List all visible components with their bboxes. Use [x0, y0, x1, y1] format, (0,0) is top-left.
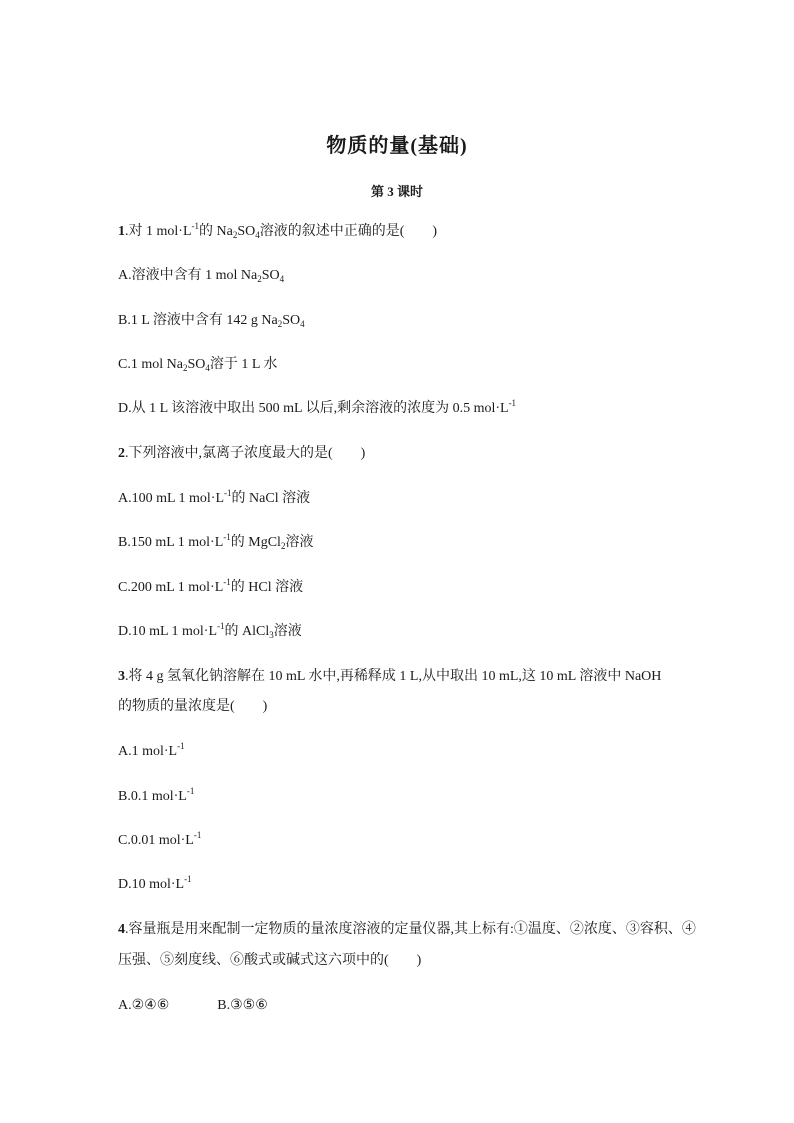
question-number: 3	[118, 669, 125, 684]
question-3-option-b: B.0.1 $mol\cdot L^{-1}$	[118, 786, 195, 804]
question-4-stem-line-2: 压强、⑤刻度线、⑥酸式或碱式这六项中的( )	[118, 953, 422, 968]
question-2-option-d: D.10 mL 1 $mol\cdot L^{-1}$的 AlCl$_3$溶液	[118, 621, 302, 640]
question-1-option-c: C.1 mol $Na_2SO_4$溶于 1 L 水	[118, 357, 278, 373]
question-2-option-a: A.100 mL 1 $mol\cdot L^{-1}$的 NaCl 溶液	[118, 488, 311, 506]
question-4-options	[118, 996, 268, 1016]
question-number: 1	[118, 224, 125, 239]
question-3-option-a: A.1 $mol\cdot L^{-1}$	[118, 741, 185, 759]
question-1-stem: 1.对 1 $mol\cdot L^{-1}$的 $Na_2SO_4$溶液的叙述中正确的是( )	[118, 221, 438, 240]
lesson-subtitle: 第 3 课时	[370, 184, 423, 199]
question-4-stem-line-1: 4.容量瓶是用来配制一定物质的量浓度溶液的定量仪器,其上标有:①温度、②浓度、③容积、④	[118, 922, 696, 937]
question-4-option-a: A.②④⑥	[118, 998, 170, 1013]
question-3-option-d: D.10 $mol\cdot L^{-1}$	[118, 874, 192, 892]
page-title: 物质的量(基础)	[326, 135, 468, 157]
question-2-option-c: C.200 mL 1 $mol\cdot L^{-1}$的 HCl 溶液	[118, 577, 304, 595]
question-3-option-c: C.0.01 $mol\cdot L^{-1}$	[118, 830, 202, 848]
question-3-stem-line-1: 3.将 4 g 氢氧化钠溶解在 10 mL 水中,再稀释成 1 L,从中取出 10 mL,这 10 mL 溶液中 NaOH	[118, 669, 662, 684]
question-number: 4	[118, 922, 125, 937]
question-1-option-b: B.1 L 溶液中含有 142 g $Na_2SO_4$	[118, 313, 305, 329]
question-2-stem: 2.下列溶液中,氯离子浓度最大的是( )	[118, 446, 366, 461]
question-4-option-b: B.③⑤⑥	[217, 998, 268, 1013]
question-2-option-b: B.150 mL 1 $mol\cdot L^{-1}$的 MgCl$_2$溶液	[118, 532, 314, 551]
question-1-option-d: D.从 1 L 该溶液中取出 500 mL 以后,剩余溶液的浓度为 0.5 $mol\cdot L^{-1}$	[118, 398, 517, 416]
question-1-option-a: A.溶液中含有 1 mol $Na_2SO_4$	[118, 268, 285, 284]
question-number: 2	[118, 446, 125, 461]
question-3-stem-line-2: 的物质的量浓度是( )	[118, 699, 268, 714]
